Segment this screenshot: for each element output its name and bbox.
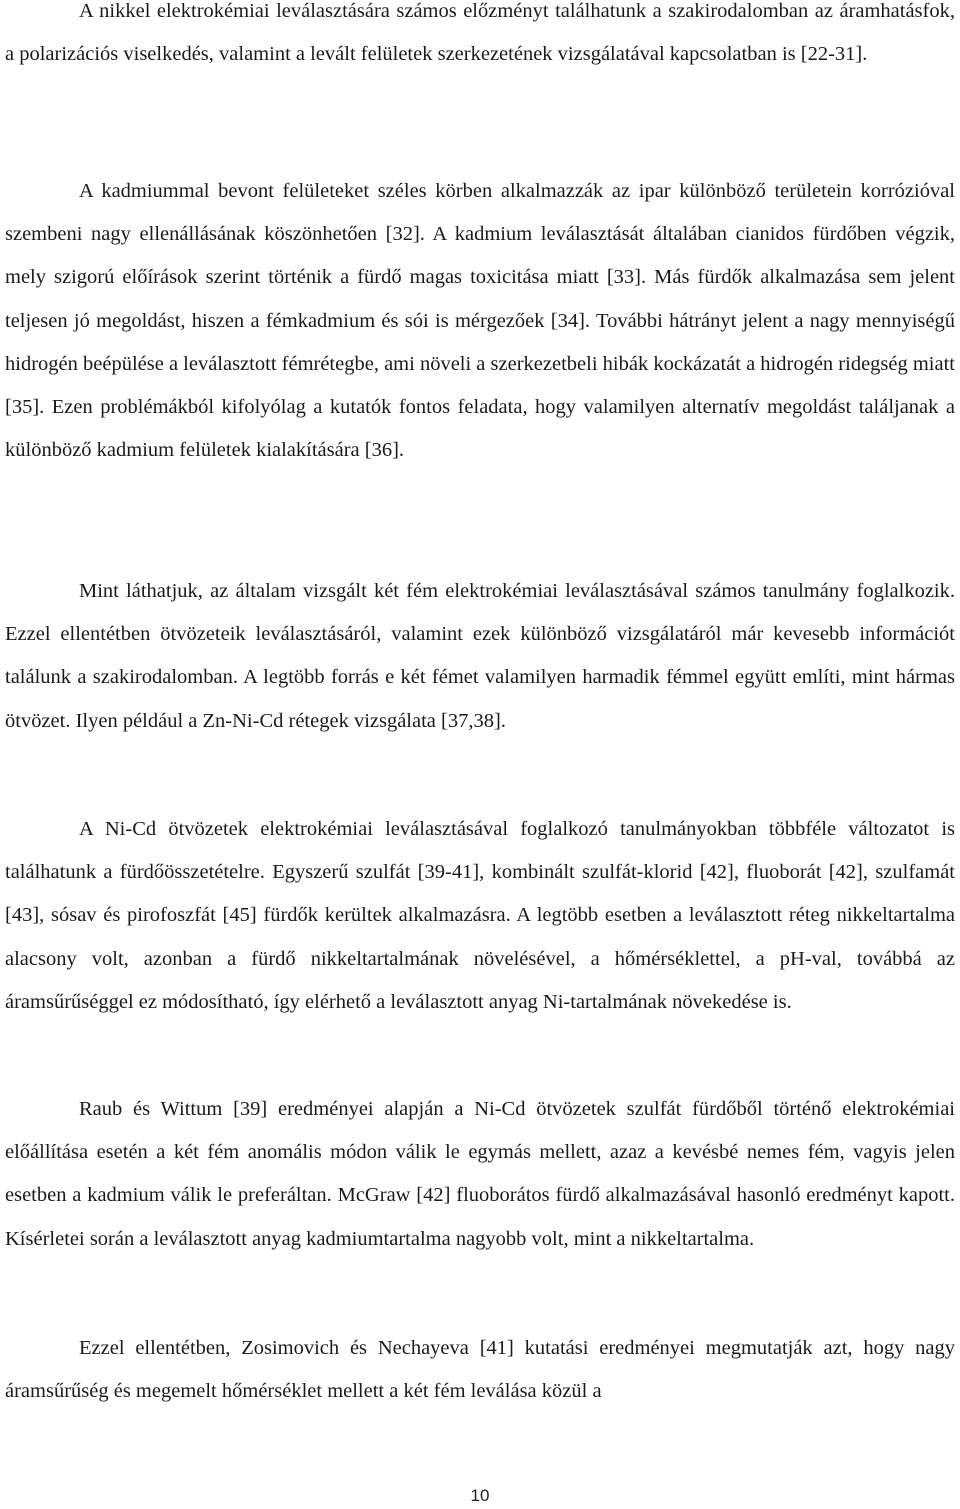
- paragraph-raub-wittum: Raub és Wittum [39] eredményei alapján a Ni-Cd ötvözetek szulfát fürdőből történő elektrokémiai előállítása esetén a két fém anomális módon válik le egymás mellett, azaz a kevésbé nemes fém, vagyis jelen esetben a kadmium válik le preferáltan. McGraw [42] fluoborátos fürdő alkalmazásával hasonló eredményt kapott. Kísérletei során a leválasztott anyag kadmiumtartalma nagyobb volt, mint a nikkeltartalma.: [5, 1098, 955, 1250]
- paragraph-alloy-studies: Mint láthatjuk, az általam vizsgált két fém elektrokémiai leválasztásával számos tanulmány foglalkozik. Ezzel ellentétben ötvözeteik leválasztásáról, valamint ezek különböző vizsgálatáról már kevesebb információt találunk a szakirodalomban. A legtöbb forrás e két fémet valamilyen harmadik fémmel együtt említi, mint hármas ötvözet. Ilyen például a Zn-Ni-Cd rétegek vizsgálata [37,38].: [5, 580, 955, 732]
- paragraph-cadmium-coatings: A kadmiummal bevont felületeket széles körben alkalmazzák az ipar különböző területein korrózióval szembeni nagy ellenállásának köszönhetően [32]. A kadmium leválasztását általában cianidos fürdőben végzik, mely szigorú előírások szerint történik a fürdő magas toxicitása miatt [33]. Más fürdők alkalmazása sem jelent teljesen jó megoldást, hiszen a fémkadmium és sói is mérgezőek [34]. További hátrányt jelent a nagy mennyiségű hidrogén beépülése a leválasztott fémrétegbe, ami növeli a szerkezetbeli hibák kockázatát a hidrogén ridegség miatt [35]. Ezen problémákból kifolyólag a kutatók fontos feladata, hogy valamilyen alternatív megoldást találjanak a különböző kadmium felületek kialakítására [36].: [5, 180, 955, 462]
- paragraph-nickel-deposition: A nikkel elektrokémiai leválasztására számos előzményt találhatunk a szakirodalomban az áramhatásfok, a polarizációs viselkedés, valamint a levált felületek szerkezetének vizsgálatával kapcsolatban is [22-31].: [5, 0, 955, 66]
- page-number: 10: [470, 1486, 490, 1505]
- paragraph-zosimovich: Ezzel ellentétben, Zosimovich és Nechayeva [41] kutatási eredményei megmutatják azt, hogy nagy áramsűrűség és megemelt hőmérséklet mellett a két fém leválása közül a: [5, 1337, 955, 1403]
- paragraph-ni-cd-baths: A Ni-Cd ötvözetek elektrokémiai leválasztásával foglalkozó tanulmányokban többféle változatot is találhatunk a fürdőösszetételre. Egyszerű szulfát [39-41], kombinált szulfát-klorid [42], fluoborát [42], szulfamát [43], sósav és pirofoszfát [45] fürdők kerültek alkalmazásra. A legtöbb esetben a leválasztott réteg nikkeltartalma alacsony volt, azonban a fürdő nikkeltartalmának növelésével, a hőmérséklettel, a pH-val, továbbá az áramsűrűséggel ez módosítható, így elérhető a leválasztott anyag Ni-tartalmának növekedése is.: [5, 818, 955, 1013]
